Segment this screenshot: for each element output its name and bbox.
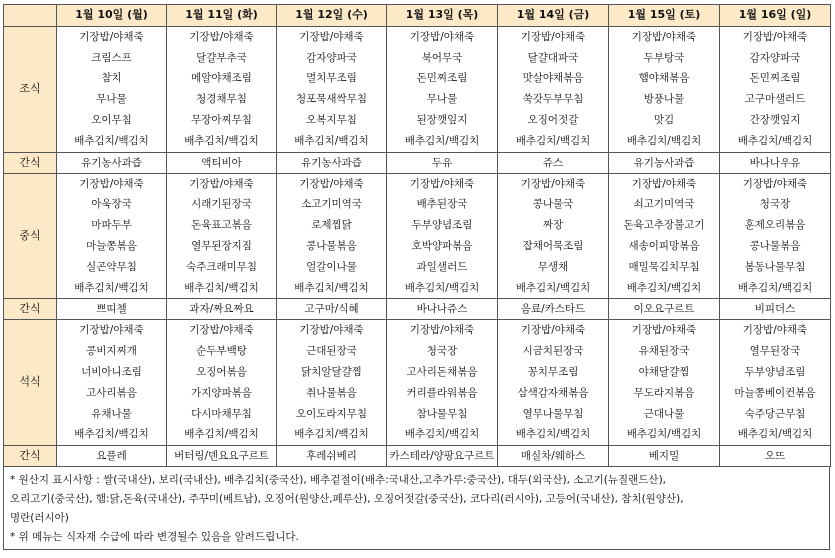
menu-item: 버터링/덴요요구르트	[174, 450, 269, 463]
menu-cell	[720, 320, 831, 446]
menu-cell	[387, 26, 498, 152]
menu-item: 고구마샐러드	[744, 93, 806, 106]
menu-cell	[57, 320, 167, 446]
menu-item: 기장밥/야채죽	[409, 177, 475, 190]
menu-item: 비피더스	[754, 303, 796, 316]
menu-item: 돈육표고볶음	[191, 219, 252, 232]
menu-item: 근대나물	[643, 407, 685, 420]
menu-item: 오징어볶음	[196, 365, 247, 378]
menu-item: 방풍나물	[643, 93, 685, 106]
menu-item: 과자/짜요짜요	[189, 303, 254, 316]
menu-cell	[57, 173, 167, 299]
menu-item: 유기농사과즙	[81, 156, 142, 169]
menu-item: 배추김치/백김치	[626, 134, 702, 147]
menu-item: 무나물	[426, 93, 458, 106]
meal-label: 간식	[4, 446, 57, 467]
menu-item: 아욱장국	[91, 198, 132, 211]
menu-item: 매밀묵김치무침	[628, 260, 700, 273]
menu-item: 기장밥/야채죽	[189, 30, 254, 43]
menu-item: 닭치알달걀찜	[301, 365, 362, 378]
menu-cell	[167, 320, 277, 446]
menu-item: 삼색감자채볶음	[517, 386, 589, 399]
menu-item: 돈민찌조림	[416, 72, 468, 85]
menu-cell	[277, 26, 387, 152]
menu-item: 무도라지볶음	[633, 386, 695, 399]
menu-item: 기장밥/야채죽	[520, 177, 586, 190]
menu-item: 멸치무조림	[306, 72, 357, 85]
menu-item: 야채달걀찜	[638, 365, 690, 378]
menu-cell	[609, 446, 720, 467]
menu-item: 오이도라지무침	[295, 407, 367, 420]
menu-cell	[720, 299, 831, 320]
menu-item: 기장밥/야채죽	[189, 177, 254, 190]
day-header: 1월 11일 (화)	[167, 5, 277, 27]
menu-item: 배추된장국	[416, 198, 468, 211]
menu-item: 유채된장국	[638, 345, 690, 358]
meal-label: 중식	[4, 173, 57, 299]
menu-item: 기장밥/야채죽	[299, 30, 364, 43]
menu-item: 고사리돈채볶음	[406, 365, 478, 378]
menu-item: 음료/카스타드	[520, 303, 586, 316]
menu-item: 짜장	[542, 219, 564, 232]
menu-item: 달걀대파국	[527, 51, 579, 64]
menu-item: 감자양파국	[749, 51, 801, 64]
menu-cell	[609, 173, 720, 299]
menu-cell	[57, 446, 167, 467]
menu-cell	[609, 152, 720, 173]
menu-cell	[609, 299, 720, 320]
menu-item: 무나물	[96, 93, 127, 106]
menu-cell	[277, 173, 387, 299]
menu-item: 오뜨	[764, 450, 786, 463]
menu-item: 훈제오리볶음	[744, 219, 806, 232]
menu-item: 실곤약무침	[86, 260, 137, 273]
menu-item: 기장밥/야채죽	[79, 177, 144, 190]
note-line: 오리고기(중국산), 햄:닭,돈육(국내산), 주꾸미(베트남), 오징어(원양산,페루산), 오징어젓갈(중국산), 코다리(러시아), 고등어(국내산), 참치(원양산),	[10, 493, 684, 505]
note-line: * 원산지 표시사항 : 쌀(국내산), 보리(국내산), 배추김치(중국산), 배추겉절이(배추:국내산,고추가루:중국산), 대두(외국산), 소고기(뉴질랜드산),	[10, 474, 666, 486]
day-header: 1월 10일 (월)	[57, 5, 167, 27]
menu-cell	[720, 26, 831, 152]
menu-item: 된장깻잎지	[416, 113, 468, 126]
menu-item: 콩비지찌개	[86, 345, 137, 358]
menu-item: 청국장	[426, 345, 458, 358]
origin-notes	[3, 466, 830, 550]
menu-item: 쇠고기미역국	[633, 198, 695, 211]
menu-item: 오복지무침	[306, 113, 357, 126]
menu-item: 콩나물볶음	[749, 239, 801, 252]
menu-item: 기장밥/야채죽	[742, 30, 808, 43]
menu-item: 배추김치/백김치	[294, 281, 369, 294]
menu-item: 배추김치/백김치	[184, 134, 259, 147]
menu-item: 기장밥/야채죽	[409, 30, 475, 43]
menu-item: 유채나물	[91, 407, 132, 420]
menu-item: 오이무침	[91, 113, 132, 126]
menu-item: 기장밥/야채죽	[631, 324, 697, 337]
day-header: 1월 14일 (금)	[498, 5, 609, 27]
menu-cell	[277, 320, 387, 446]
menu-item: 배추김치/백김치	[404, 428, 480, 441]
menu-cell	[277, 152, 387, 173]
menu-item: 크림스프	[91, 51, 132, 64]
menu-cell	[167, 26, 277, 152]
menu-item: 기장밥/야채죽	[520, 30, 586, 43]
menu-item: 참치	[101, 72, 122, 85]
note-line: * 위 메뉴는 식자재 수급에 따라 변경될수 있음을 알려드립니다.	[10, 531, 299, 543]
menu-item: 마파두부	[91, 219, 132, 232]
menu-item: 돈민찌조림	[749, 72, 801, 85]
menu-item: 마늘쫑볶음	[86, 239, 137, 252]
menu-item: 배추김치/백김치	[515, 281, 591, 294]
menu-item: 액티비아	[201, 156, 242, 169]
note-line: 명란(러시아)	[10, 512, 69, 524]
menu-cell	[720, 152, 831, 173]
menu-item: 숙주크래미무침	[185, 260, 257, 273]
menu-item: 두부탕국	[643, 51, 685, 64]
menu-item: 배추김치/백김치	[294, 134, 369, 147]
menu-item: 배추김치/백김치	[626, 281, 702, 294]
menu-item: 콩나물볶음	[306, 239, 357, 252]
menu-item: 열무나물무침	[522, 407, 584, 420]
menu-item: 오징어젓갈	[527, 113, 579, 126]
menu-item: 기장밥/야채죽	[742, 177, 808, 190]
menu-cell	[277, 446, 387, 467]
menu-item: 배추김치/백김치	[74, 428, 149, 441]
menu-item: 배추김치/백김치	[737, 428, 813, 441]
menu-item: 두유	[431, 156, 453, 169]
menu-item: 새송이피망볶음	[628, 239, 700, 252]
menu-item: 배추김치/백김치	[515, 134, 591, 147]
menu-item: 매실차/웨하스	[520, 450, 586, 463]
menu-item: 배추김치/백김치	[515, 428, 591, 441]
menu-item: 배추김치/백김치	[74, 281, 149, 294]
menu-item: 바나나우유	[749, 156, 801, 169]
menu-item: 간장깻잎지	[749, 113, 801, 126]
day-header: 1월 15일 (토)	[609, 5, 720, 27]
menu-cell	[57, 26, 167, 152]
menu-cell	[387, 152, 498, 173]
snack-row	[4, 446, 831, 467]
menu-item: 달걀부추국	[196, 51, 247, 64]
menu-cell	[720, 173, 831, 299]
menu-item: 유기농사과즙	[301, 156, 362, 169]
corner-cell	[4, 5, 57, 27]
menu-item: 숙주당근무침	[744, 407, 806, 420]
menu-item: 맛살야채볶음	[522, 72, 584, 85]
menu-item: 카스테라/양팡요구르트	[389, 450, 495, 463]
menu-item: 과일샐러드	[416, 260, 468, 273]
menu-cell	[167, 152, 277, 173]
menu-cell	[498, 299, 609, 320]
menu-item: 감자양파국	[306, 51, 357, 64]
menu-item: 기장밥/야채죽	[520, 324, 586, 337]
menu-item: 기장밥/야채죽	[631, 30, 697, 43]
menu-item: 배추김치/백김치	[404, 134, 480, 147]
menu-item: 기장밥/야채죽	[189, 324, 254, 337]
menu-item: 근대된장국	[306, 345, 357, 358]
menu-cell	[498, 173, 609, 299]
menu-cell	[609, 26, 720, 152]
meal-label: 석식	[4, 320, 57, 446]
menu-cell	[57, 152, 167, 173]
menu-item: 시금치된장국	[522, 345, 584, 358]
menu-item: 배추김치/백김치	[404, 281, 480, 294]
menu-item: 마늘쫑베이컨볶음	[734, 386, 816, 399]
menu-item: 배추김치/백김치	[626, 428, 702, 441]
menu-item: 호박양파볶음	[411, 239, 473, 252]
menu-item: 소고기미역국	[301, 198, 362, 211]
menu-item: 쑥갓두부무침	[522, 93, 584, 106]
menu-item: 이오요구르트	[633, 303, 695, 316]
menu-item: 고사리볶음	[86, 386, 137, 399]
menu-cell	[387, 320, 498, 446]
menu-cell	[387, 299, 498, 320]
menu-item: 가지양파볶음	[191, 386, 252, 399]
menu-cell	[498, 26, 609, 152]
meal-row	[4, 173, 831, 299]
menu-item: 기장밥/야채죽	[742, 324, 808, 337]
snack-row	[4, 152, 831, 173]
menu-item: 너비아니조림	[81, 365, 142, 378]
menu-cell	[167, 446, 277, 467]
menu-item: 베지밀	[648, 450, 680, 463]
menu-cell	[167, 173, 277, 299]
menu-item: 다시마채무침	[191, 407, 252, 420]
menu-item: 기장밥/야채죽	[79, 324, 144, 337]
menu-cell	[387, 173, 498, 299]
menu-cell	[277, 299, 387, 320]
menu-item: 로제찜닭	[311, 219, 352, 232]
menu-item: 두부양념조림	[744, 365, 806, 378]
menu-item: 봄동나물무침	[744, 260, 806, 273]
header-row	[4, 5, 831, 27]
menu-item: 순두부백탕	[196, 345, 247, 358]
menu-item: 햄야채볶음	[638, 72, 690, 85]
day-header: 1월 12일 (수)	[277, 5, 387, 27]
menu-item: 배추김치/백김치	[184, 281, 259, 294]
menu-item: 참나물무침	[416, 407, 468, 420]
menu-cell	[720, 446, 831, 467]
menu-item: 열무된장지짐	[191, 239, 252, 252]
menu-item: 배추김치/백김치	[737, 281, 813, 294]
menu-item: 쁘띠첼	[96, 303, 127, 316]
meal-label: 간식	[4, 152, 57, 173]
menu-item: 북어무국	[421, 51, 463, 64]
menu-cell	[498, 446, 609, 467]
weekly-menu-table	[3, 4, 831, 467]
menu-item: 커리플라워볶음	[406, 386, 478, 399]
menu-cell	[387, 446, 498, 467]
menu-item: 기장밥/야채죽	[299, 324, 364, 337]
menu-item: 취나물볶음	[306, 386, 357, 399]
menu-item: 콩나물국	[532, 198, 574, 211]
menu-item: 꽁치무조림	[527, 365, 579, 378]
menu-item: 무생채	[537, 260, 569, 273]
menu-cell	[498, 152, 609, 173]
menu-cell	[609, 320, 720, 446]
menu-item: 바나나쥬스	[416, 303, 468, 316]
menu-item: 배추김치/백김치	[184, 428, 259, 441]
menu-item: 요플레	[96, 450, 127, 463]
menu-item: 메알야채조림	[191, 72, 252, 85]
menu-item: 배추김치/백김치	[74, 134, 149, 147]
meal-label: 조식	[4, 26, 57, 152]
menu-item: 쥬스	[542, 156, 564, 169]
menu-item: 기장밥/야채죽	[299, 177, 364, 190]
menu-item: 두부양념조림	[411, 219, 473, 232]
meal-label: 간식	[4, 299, 57, 320]
day-header: 1월 16일 (일)	[720, 5, 831, 27]
menu-item: 열무된장국	[749, 345, 801, 358]
menu-item: 시래기된장국	[191, 198, 252, 211]
menu-cell	[498, 320, 609, 446]
menu-item: 잡채어묵조림	[522, 239, 584, 252]
menu-cell	[57, 299, 167, 320]
meal-row	[4, 26, 831, 152]
menu-item: 얼갈이나물	[306, 260, 357, 273]
menu-item: 청국장	[759, 198, 791, 211]
menu-item: 기장밥/야채죽	[631, 177, 697, 190]
meal-row	[4, 320, 831, 446]
menu-item: 돈육고추장불고기	[623, 219, 705, 232]
day-header: 1월 13일 (목)	[387, 5, 498, 27]
menu-item: 후레쉬베리	[306, 450, 357, 463]
menu-item: 청경채무침	[196, 93, 247, 106]
menu-item: 배추김치/백김치	[737, 134, 813, 147]
menu-cell	[167, 299, 277, 320]
menu-item: 맛김	[653, 113, 675, 126]
snack-row	[4, 299, 831, 320]
menu-item: 청포묵새싹무침	[295, 93, 367, 106]
menu-item: 유기농사과즙	[633, 156, 695, 169]
menu-item: 기장밥/야채죽	[79, 30, 144, 43]
menu-item: 배추김치/백김치	[294, 428, 369, 441]
menu-item: 고구마/식혜	[304, 303, 359, 316]
menu-item: 무장아찌무침	[191, 113, 252, 126]
menu-item: 기장밥/야채죽	[409, 324, 475, 337]
